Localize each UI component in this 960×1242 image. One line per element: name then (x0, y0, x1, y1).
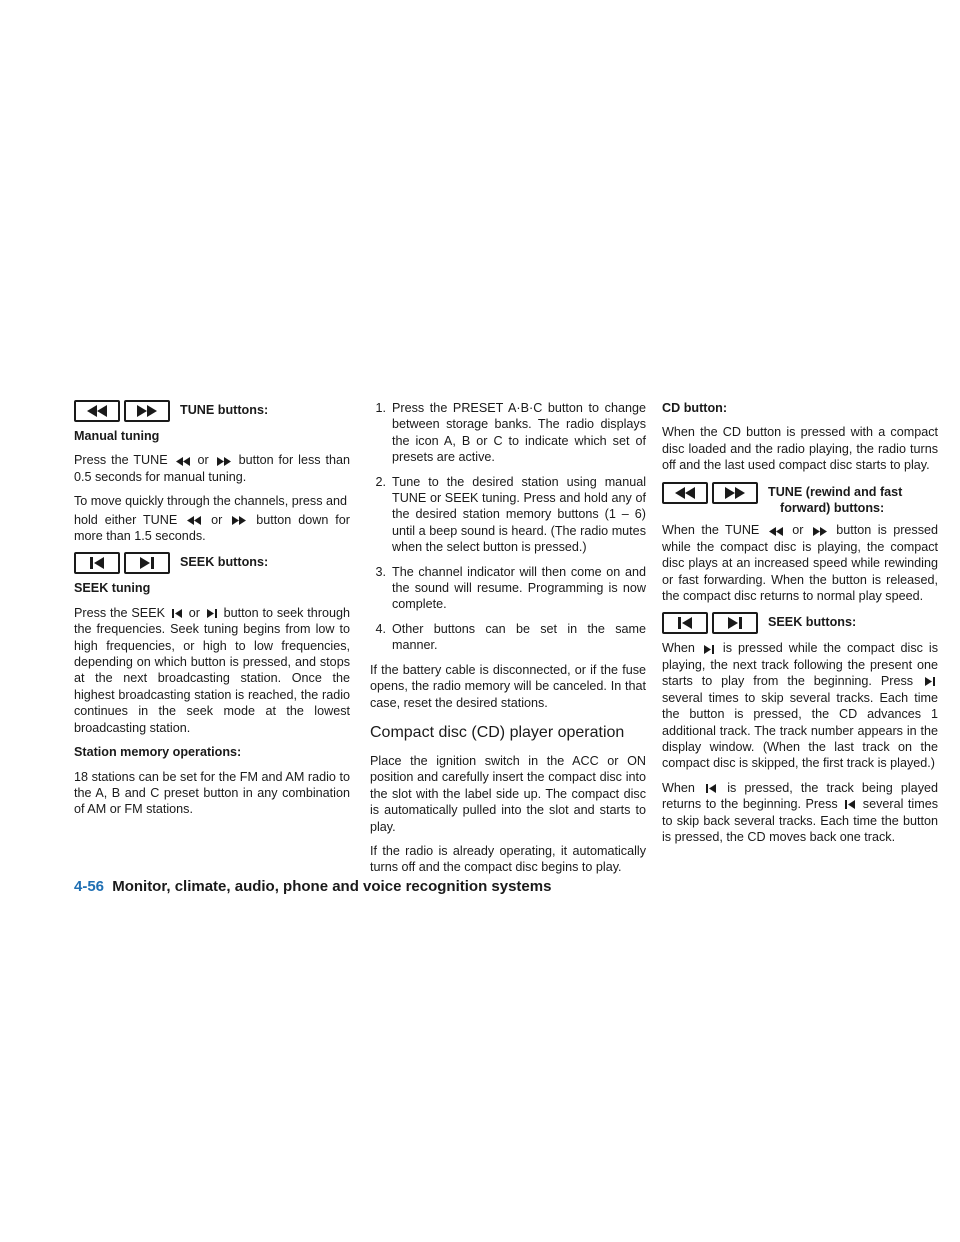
rewind-icon (85, 405, 109, 417)
seek-button-pair (662, 612, 762, 634)
fast-forward-button-graphic (124, 400, 170, 422)
fast-forward-icon (813, 527, 827, 536)
column-left (74, 400, 350, 826)
seek-button-pair (74, 552, 174, 574)
column-middle (370, 400, 646, 884)
cd-tune-buttons-label: TUNE (rewind and fast forward) buttons: (768, 484, 903, 516)
ignition-paragraph: Place the ignition switch in the ACC or ON position and carefully insert the compact disc into the slot with the label side up. The compact disc is automatically pulled into the slot and starts to play. (370, 753, 646, 834)
page-number: 4-56 (74, 878, 105, 895)
rewind-icon (187, 516, 201, 525)
cd-seek-buttons-label: SEEK buttons: (768, 615, 857, 630)
tune-buttons-figure (74, 400, 350, 422)
cd-seek-buttons-figure (662, 612, 938, 634)
skip-forward-icon (207, 609, 217, 618)
page-footer (74, 878, 551, 896)
numbered-steps (370, 400, 646, 654)
cd-tune-buttons-figure (662, 482, 938, 517)
skip-back-icon (706, 784, 716, 793)
skip-forward-icon (704, 645, 714, 654)
rewind-button-graphic (74, 400, 120, 422)
rewind-button-graphic (662, 482, 708, 504)
skip-forward-button-graphic (712, 612, 758, 634)
skip-forward-icon (725, 617, 745, 629)
skip-forward-button-graphic (124, 552, 170, 574)
skip-back-icon (675, 617, 695, 629)
station-memory-paragraph: 18 stations can be set for the FM and AM radio to the A, B and C preset button in any combination of AM or FM stations. (74, 769, 350, 817)
cd-player-section-title: Compact disc (CD) player operation (370, 723, 625, 741)
rewind-icon (176, 457, 190, 466)
fast-forward-icon (217, 457, 231, 466)
cd-seek-forward-paragraph: When is pressed while the compact disc is playing, the next track following the present one starts to play from the beginning. Press several times to skip several tracks. Each time the button is pressed, the CD advances 1 additional track. The track number appears in the display window. (When the last track on the compact disc is skipped, the first track is played.) (662, 641, 939, 771)
cd-seek-back-paragraph: When is pressed, the track being played returns to the beginning. Press several times to skip back several tracks. Each time the button is pressed, the CD moves back one track. (662, 780, 939, 844)
seek-tuning-heading: SEEK tuning (74, 581, 151, 596)
fast-forward-icon (723, 487, 747, 499)
list-item: 1. Press the PRESET A·B·C button to change between storage banks. The radio displays the icon A, B or C to indicate which set of presets are active. (375, 401, 646, 465)
manual-tuning-paragraph: Press the TUNE or button for less than 0.5 seconds for manual tuning. (74, 453, 350, 484)
cd-tune-paragraph: When the TUNE or button is pressed while the compact disc is playing, the compact disc plays at an increased speed while rewinding or fast forwarding. When the button is released, the compact disc returns to normal play speed. (662, 523, 939, 604)
tune-buttons-label: TUNE buttons: (180, 403, 269, 417)
hold-tune-paragraph: hold either TUNE or button down for more than 1.5 seconds. (74, 512, 350, 544)
cd-button-paragraph: When the CD button is pressed with a compact disc loaded and the radio playing, the radio turns off and the last used compact disc starts to play. (662, 425, 938, 473)
skip-back-icon (845, 800, 855, 809)
fast-forward-button-graphic (712, 482, 758, 504)
list-item: 3. The channel indicator will then come on and the sound will resume. Programming is now complete. (375, 564, 646, 612)
list-item: 4. Other buttons can be set in the same manner. (375, 621, 646, 653)
manual-tuning-heading: Manual tuning (74, 429, 160, 443)
skip-forward-icon (137, 557, 157, 569)
seek-buttons-label: SEEK buttons: (180, 555, 269, 570)
radio-operating-paragraph: If the radio is already operating, it automatically turns off and the compact disc begins to play. (370, 843, 646, 875)
column-right (662, 400, 938, 853)
fast-forward-icon (232, 516, 246, 525)
skip-back-icon (172, 609, 182, 618)
rewind-icon (769, 527, 783, 536)
skip-back-icon (87, 557, 107, 569)
chapter-title: Monitor, climate, audio, phone and voice recognition systems (112, 878, 552, 895)
list-item: 2. Tune to the desired station using manual TUNE or SEEK tuning. Press and hold any of the desired station memory buttons (1 – 6) until a beep sound is heard. (The radio mutes when the select button is pressed.) (375, 474, 646, 555)
battery-paragraph: If the battery cable is disconnected, or if the fuse opens, the radio memory will be canceled. In that case, reset the desired stations. (370, 662, 646, 710)
seek-buttons-figure (74, 552, 350, 574)
cd-button-heading: CD button: (662, 401, 728, 415)
move-quickly-paragraph: To move quickly through the channels, press and (74, 494, 348, 509)
tune-button-pair (74, 400, 174, 422)
skip-forward-icon (925, 677, 935, 686)
station-memory-heading: Station memory operations: (74, 745, 242, 760)
seek-tuning-paragraph: Press the SEEK or button to seek through the frequencies. Seek tuning begins from low to high frequencies, or high to low frequencies, depending on which button is pressed, and stops at the next broadcasting station. Once the highest broadcasting station is reached, the radio continues in the seek mode at the lowest broadcasting station. (74, 605, 351, 735)
skip-back-button-graphic (74, 552, 120, 574)
tune-button-pair (662, 482, 762, 504)
fast-forward-icon (135, 405, 159, 417)
skip-back-button-graphic (662, 612, 708, 634)
rewind-icon (673, 487, 697, 499)
